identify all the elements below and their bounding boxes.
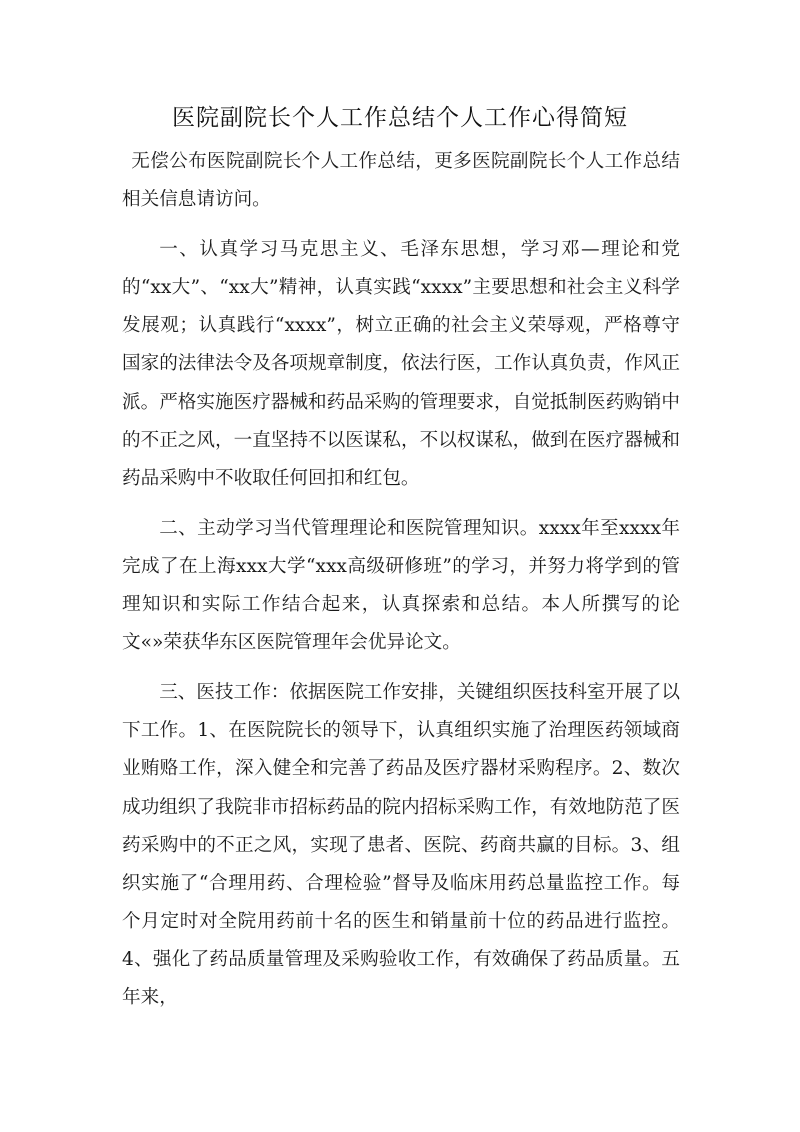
paragraph-section-3: 三、医技工作：依据医院工作安排，关键组织医技科室开展了以下工作。1、在医院院长的领导下，认真组织实施了治理医药领域商业贿赂工作，深入健全和完善了药品及医疗器材采购程序。2、数次成功组织了我院非市招标药品的院内招标采购工作，有效地防范了医药采购中的不正之风，实现了患者、医院、药商共赢的目标。3、组织实施了“合理用药、合理检验”督导及临床用药总量监控工作。每个月定时对全院用药前十名的医生和销量前十位的药品进行监控。4、强化了药品质量管理及采购验收工作，有效确保了药品质量。五年来，	[122, 682, 680, 1008]
paragraph-intro: 无偿公布医院副院长个人工作总结，更多医院副院长个人工作总结相关信息请访问。	[122, 151, 680, 211]
document-title: 医院副院长个人工作总结个人工作心得简短	[172, 105, 628, 131]
paragraph-section-2: 二、主动学习当代管理理论和医院管理知识。xxxx年至xxxx年完成了在上海xxx大学“xxx高级研修班”的学习，并努力将学到的管理知识和实际工作结合起来，认真探索和总结。本人所撰写的论文«»荣获华东区医院管理年会优异论文。	[122, 517, 680, 654]
paragraph-section-1: 一、认真学习马克思主义、毛泽东思想，学习邓—理论和党的“xx大”、“xx大”精神，认真实践“xxxx”主要思想和社会主义科学发展观；认真践行“xxxx”，树立正确的社会主义荣辱观，严格尊守国家的法律法令及各项规章制度，依法行医，工作认真负责，作风正派。严格实施医疗器械和药品采购的管理要求，自觉抵制医药购销中的不正之风，一直坚持不以医谋私，不以权谋私，做到在医疗器械和药品采购中不收取任何回扣和红包。	[122, 239, 680, 489]
document-body	[122, 143, 680, 1017]
